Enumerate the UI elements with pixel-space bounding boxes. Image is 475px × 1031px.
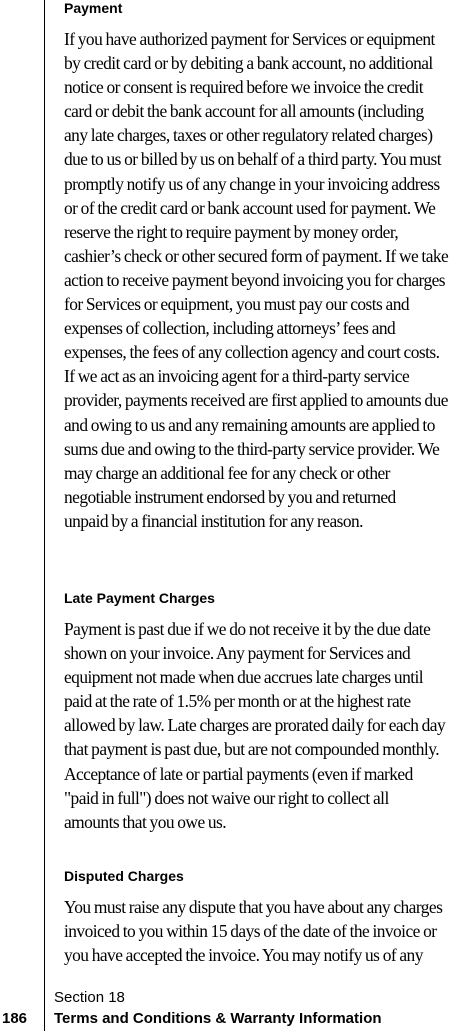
page-number: 186 <box>2 1010 28 1027</box>
paragraph-line: allowed by law. Late charges are prorated daily for each day <box>64 715 446 736</box>
paragraph-line: and owing to us and any remaining amounts are applied to <box>64 414 435 435</box>
paragraph-line: action to receive payment beyond invoicing you for charges <box>64 269 446 290</box>
payment-heading: Payment <box>64 0 123 16</box>
paragraph-line: sums due and owing to the third-party service provider. We <box>64 438 440 459</box>
paragraph-line: card or debit the bank account for all amounts (including <box>64 101 424 122</box>
paragraph-line: promptly notify us of any change in your invoicing address <box>64 173 440 194</box>
paragraph-line: that payment is past due, but are not compounded monthly. <box>64 739 440 760</box>
paragraph-line: provider, payments received are first applied to amounts due <box>64 390 448 411</box>
paragraph-line: by credit card or by debiting a bank account, no additional <box>64 53 433 74</box>
paragraph-line: If you have authorized payment for Services or equipment <box>64 29 435 49</box>
paragraph-line: unpaid by a financial institution for any reason. <box>64 510 363 531</box>
paragraph-line: for Services or equipment, you must pay our costs and <box>64 294 410 315</box>
footer-section-label: Section 18 <box>54 989 125 1006</box>
paragraph-line: amounts that you owe us. <box>64 811 227 832</box>
paragraph-line: If we act as an invoicing agent for a third-party service <box>64 366 410 387</box>
paragraph-line: expenses of collection, including attorneys’ fees and <box>64 318 396 339</box>
footer-title: Terms and Conditions & Warranty Information <box>54 1010 382 1027</box>
paragraph-line: invoiced to you within 15 days of the date of the invoice or <box>64 921 437 942</box>
paragraph-line: paid at the rate of 1.5% per month or at the highest rate <box>64 691 411 712</box>
paragraph-line: Payment is past due if we do not receive it by the due date <box>64 619 431 639</box>
disputed-charges-heading: Disputed Charges <box>64 868 184 884</box>
paragraph-line: "paid in full") does not waive our right to collect all <box>64 787 389 808</box>
paragraph-line: You must raise any dispute that you have about any charges <box>64 897 443 917</box>
paragraph-line: notice or consent is required before we invoice the credit <box>64 77 424 98</box>
paragraph-line: any late charges, taxes or other regulatory related charges) <box>64 125 433 146</box>
paragraph-line: due to us or billed by us on behalf of a third party. You must <box>64 149 442 170</box>
disputed-charges-paragraph <box>64 895 442 967</box>
footer-divider <box>44 1008 45 1031</box>
paragraph-line: cashier’s check or other secured form of payment. If we take <box>64 245 449 266</box>
late-payment-paragraph <box>64 617 445 834</box>
paragraph-line: may charge an additional fee for any check or other <box>64 462 390 483</box>
paragraph-line: you have accepted the invoice. You may notify us of any <box>64 945 423 966</box>
paragraph-line: Acceptance of late or partial payments (even if marked <box>64 763 413 784</box>
late-payment-heading: Late Payment Charges <box>64 590 215 606</box>
paragraph-line: shown on your invoice. Any payment for Services and <box>64 643 411 664</box>
paragraph-line: or of the credit card or bank account used for payment. We <box>64 197 436 218</box>
paragraph-line: expenses, the fees of any collection agency and court costs. <box>64 342 440 363</box>
paragraph-line: reserve the right to require payment by money order, <box>64 221 399 242</box>
margin-rule <box>44 0 45 1031</box>
payment-paragraph <box>64 27 448 533</box>
paragraph-line: equipment not made when due accrues late charges until <box>64 667 424 688</box>
paragraph-line: negotiable instrument endorsed by you and returned <box>64 486 396 507</box>
